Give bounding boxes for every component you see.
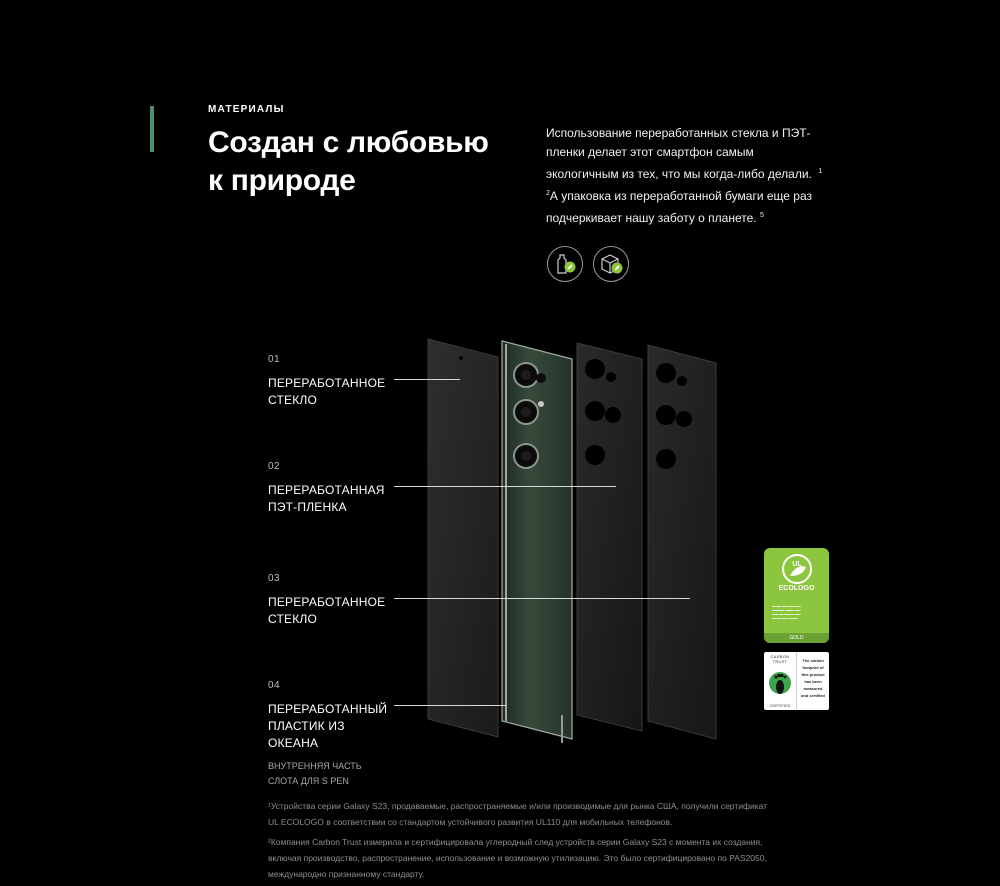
materials-description (546, 124, 836, 228)
layer-title-line-1: ПЕРЕРАБОТАННАЯ (268, 483, 385, 497)
description-line-2: пленки делает этот смартфон самым (546, 145, 754, 159)
footnotes (268, 798, 838, 886)
leader-line-01 (394, 379, 460, 380)
layer-title-line-2: СТЕКЛО (268, 612, 318, 626)
layer-label-01 (268, 354, 385, 409)
layer-label-04 (268, 680, 387, 789)
description-line-1: Использование переработанных стекла и ПЭТ- (546, 126, 811, 140)
carbon-trust-badge (764, 652, 829, 710)
section-accent-bar (150, 106, 154, 152)
section-eyebrow: МАТЕРИАЛЫ (208, 104, 285, 115)
front-glass-layer (428, 339, 498, 737)
layer-number: 04 (268, 680, 281, 691)
ul-ecologo-leaf-icon (779, 552, 815, 586)
page-title-line-2: к природе (208, 164, 356, 197)
layer-title-line-3: ОКЕАНА (268, 736, 319, 750)
footnote-1: ¹Устройства серии Galaxy S23, продаваемые, распространяемые и/или производимые для рынка США, получили сертификат UL ECOLOGO в соответствии со стандартом устойчивого развития UL110 для мобильных телефонов. (268, 801, 768, 827)
layer-number: 01 (268, 354, 281, 365)
leader-line-04 (394, 705, 506, 706)
recycled-bottle-icon (547, 246, 583, 282)
ecologo-fine-print: ▬▬▬ ▬▬ ▬▬▬▬ ▬▬▬▬ ▬▬▬ ▬▬ ▬▬ ▬▬▬▬▬ ▬▬ ▬▬▬ ▬▬ ▬▬▬ (772, 604, 801, 620)
recycled-box-icon (593, 246, 629, 282)
ecologo-wordmark: ECOLOGO (778, 585, 815, 592)
footnote-ref-2[interactable]: 2 (546, 190, 550, 197)
footnote-2: ²Компания Carbon Trust измерила и сертифицировала углеродный след устройств серии Galaxy S23 с момента их создания, включая производство, распространение, использование и возможную утилизацию. Это было сертифицировано по PAS2050, международно признанному стандарту. (268, 837, 767, 879)
layer-title-line-1: ПЕРЕРАБОТАННОЕ (268, 595, 386, 609)
description-line-5: подчеркивает нашу заботу о планете. $^5$ (546, 211, 764, 225)
leader-line-02 (394, 486, 616, 487)
back-glass-layer (648, 345, 716, 739)
exploded-phone-illustration (420, 335, 740, 755)
layer-title-line-2: ПЛАСТИК ИЗ (268, 719, 345, 733)
page-title (208, 124, 528, 200)
footnote-ref-1[interactable]: 1 (818, 168, 823, 175)
layer-title-line-1: ПЕРЕРАБОТАННОЕ (268, 376, 386, 390)
layer-title-line-1: ПЕРЕРАБОТАННЫЙ (268, 702, 388, 716)
layer-label-02 (268, 461, 385, 516)
carbon-trust-statement: The carbon footprint of this product has been measured and certified (801, 658, 825, 698)
footprint-icon (768, 665, 792, 701)
leader-line-03 (394, 598, 690, 599)
description-line-4: $^2$А упаковка из переработанной бумаги еще раз (546, 189, 813, 203)
layer-subtitle: ВНУТРЕННЯЯ ЧАСТЬ СЛОТА ДЛЯ S PEN (268, 761, 362, 786)
phone-body (502, 341, 572, 739)
layer-label-03 (268, 573, 385, 628)
layer-title-line-2: СТЕКЛО (268, 393, 318, 407)
description-line-3: экологичным из тех, что мы когда-либо делали. $^1$ (546, 167, 823, 181)
carbon-trust-certified-label: CERTIFIED (769, 703, 791, 708)
ecologo-level: GOLD (764, 633, 829, 643)
layer-title-line-2: ПЭТ-ПЛЕНКА (268, 500, 347, 514)
ul-ecologo-badge (764, 548, 829, 643)
layer-number: 02 (268, 461, 281, 472)
page-title-line-1: Создан с любовью (208, 126, 489, 159)
carbon-trust-header: CARBON TRUST (770, 654, 790, 664)
footnote-ref-5[interactable]: 5 (759, 212, 764, 219)
layer-number: 03 (268, 573, 281, 584)
svg-text:UL: UL (792, 561, 802, 568)
pet-film-layer (577, 343, 642, 731)
